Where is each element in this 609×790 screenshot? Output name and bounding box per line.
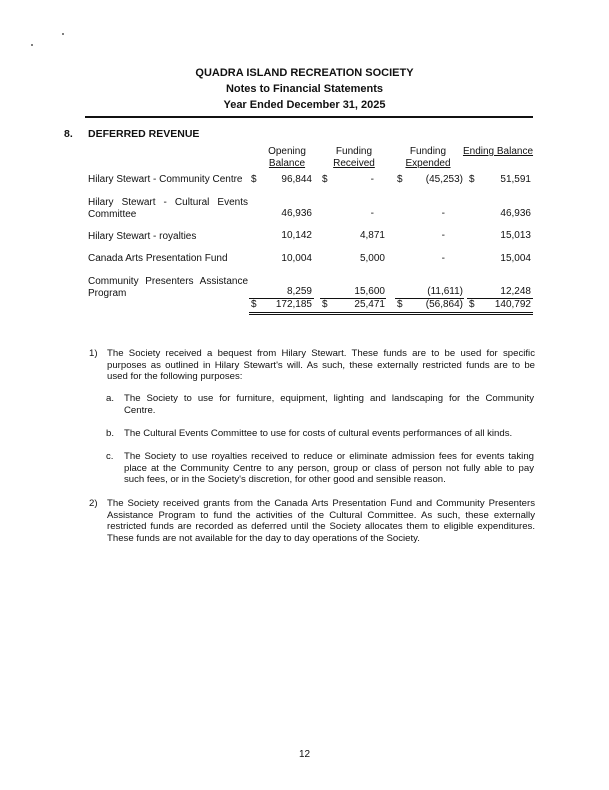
currency-symbol: $ bbox=[469, 299, 475, 310]
expended-value: - bbox=[441, 253, 445, 264]
report-period: Year Ended December 31, 2025 bbox=[223, 99, 386, 111]
opening-value: 10,004 bbox=[281, 253, 312, 264]
note-text: The Society received a bequest from Hilary Stewart. These funds are to be used for specific purposes as outlined in Hilary Stewart's will. As such, these externally restricted funds are to be used for the following purposes: bbox=[107, 348, 535, 382]
row-label: Community Presenters Assistance Program bbox=[88, 276, 248, 299]
subitem-marker: b. bbox=[106, 428, 115, 439]
subitem-text: The Society to use for furniture, equipment, lighting and landscaping for the Community Centre. bbox=[124, 393, 534, 416]
note-2 bbox=[89, 498, 539, 546]
section-number: 8. bbox=[64, 128, 73, 140]
currency-symbol: $ bbox=[397, 174, 403, 185]
opening-value: 8,259 bbox=[286, 286, 312, 297]
subitem-marker: a. bbox=[106, 393, 115, 404]
received-value: - bbox=[370, 208, 374, 219]
section-title: DEFERRED REVENUE bbox=[88, 128, 200, 140]
ending-value: 12,248 bbox=[500, 286, 531, 297]
total-received: 25,471 bbox=[354, 299, 385, 310]
currency-symbol: $ bbox=[322, 299, 328, 310]
received-value: 5,000 bbox=[359, 253, 385, 264]
note-marker: 2) bbox=[89, 498, 98, 509]
currency-symbol: $ bbox=[251, 174, 257, 185]
ending-value: 51,591 bbox=[500, 174, 531, 185]
scan-speck bbox=[31, 44, 33, 46]
total-double-underline bbox=[249, 314, 533, 315]
opening-value: 10,142 bbox=[281, 230, 312, 241]
note-text: The Society received grants from the Canada Arts Presentation Fund and Community Presenters Assistance Program to fund the activities of the Cultural Committee. As such, these externally restricted funds are recorded as deferred until the Society allocates them to eligible expenditures. These funds are not available for the day to day operations of the Society. bbox=[107, 498, 535, 544]
note-marker: 1) bbox=[89, 348, 98, 359]
total-double-underline bbox=[249, 312, 533, 313]
note-1c bbox=[106, 451, 538, 487]
org-name: QUADRA ISLAND RECREATION SOCIETY bbox=[195, 67, 414, 79]
note-1a bbox=[106, 393, 538, 417]
ending-value: 46,936 bbox=[500, 208, 531, 219]
note-1b bbox=[106, 428, 538, 440]
expended-value: (45,253) bbox=[425, 174, 463, 185]
row-label: Hilary Stewart - royalties bbox=[88, 231, 197, 242]
col-header-ending: Ending Balance bbox=[462, 146, 534, 157]
header-rule bbox=[85, 116, 533, 118]
total-opening: 172,185 bbox=[275, 299, 312, 310]
opening-value: 96,844 bbox=[281, 174, 312, 185]
total-expended: (56,864) bbox=[425, 299, 463, 310]
currency-symbol: $ bbox=[322, 174, 328, 185]
ending-value: 15,004 bbox=[500, 253, 531, 264]
report-title: Notes to Financial Statements bbox=[225, 83, 384, 95]
row-label: Canada Arts Presentation Fund bbox=[88, 253, 228, 264]
received-value: - bbox=[370, 174, 374, 185]
col-header-opening: Opening Balance bbox=[268, 146, 306, 169]
row-label: Hilary Stewart - Community Centre bbox=[88, 174, 243, 185]
total-ending: 140,792 bbox=[494, 299, 531, 310]
col-header-expended: Funding Expended bbox=[405, 146, 451, 169]
page-number: 12 bbox=[298, 749, 311, 760]
subitem-text: The Society to use royalties received to reduce or eliminate admission fees for events taking place at the Community Centre to any person, group or class of person not fully able to pay such fees, or in the Society's discretion, for other good and sensible reason. bbox=[124, 451, 534, 485]
expended-value: (11,611) bbox=[427, 286, 463, 297]
subitem-marker: c. bbox=[106, 451, 114, 462]
currency-symbol: $ bbox=[469, 174, 475, 185]
received-value: 15,600 bbox=[354, 286, 385, 297]
col-header-received: Funding Received bbox=[333, 146, 375, 169]
ending-value: 15,013 bbox=[500, 230, 531, 241]
received-value: 4,871 bbox=[359, 230, 385, 241]
opening-value: 46,936 bbox=[281, 208, 312, 219]
scan-speck bbox=[62, 33, 64, 35]
expended-value: - bbox=[441, 208, 445, 219]
currency-symbol: $ bbox=[397, 299, 403, 310]
expended-value: - bbox=[441, 230, 445, 241]
currency-symbol: $ bbox=[251, 299, 257, 310]
note-1 bbox=[89, 348, 539, 388]
row-label: Hilary Stewart - Cultural Events Committee bbox=[88, 197, 248, 220]
subitem-text: The Cultural Events Committee to use for costs of cultural events performances of all kinds. bbox=[124, 428, 513, 439]
